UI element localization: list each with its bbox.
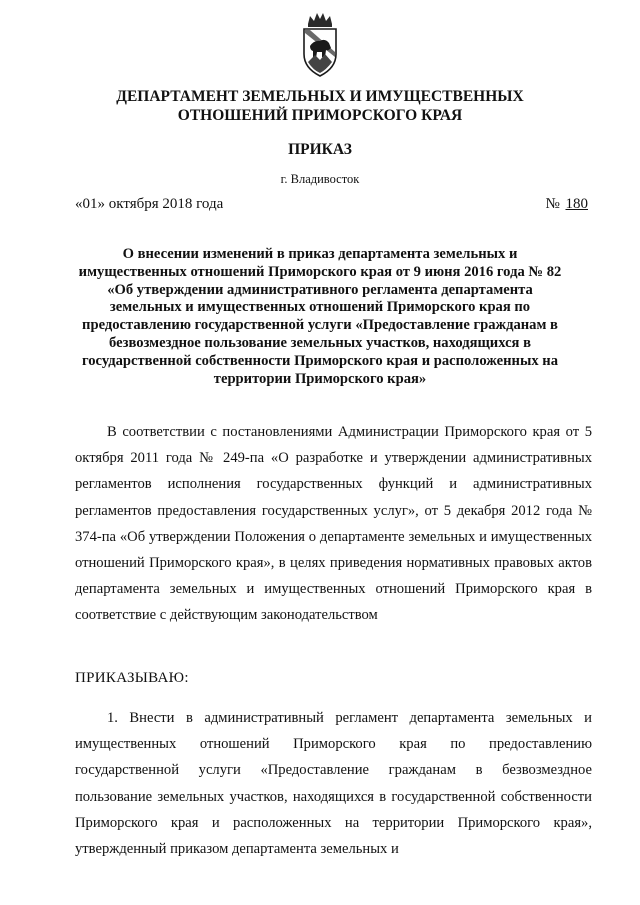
preamble-paragraph: В соответствии с постановлениями Администрации Приморского края от 5 октября 2011 года № 249-па «О разработке и утверждении административных регламентов исполнения государственных функций и административных регламентов предоставления государственных услуг», от 5 декабря 2012 года № 374-па «Об утверждении Положения о департаменте земельных и имущественных отношений Приморского края», в целях приведения нормативных правовых актов департамента земельных и имущественных отношений Приморского края в соответствие с действующим законодательством (75, 424, 592, 624)
coat-of-arms-icon (298, 10, 342, 80)
order-number-value: 180 (565, 196, 588, 212)
order-subject: О внесении изменений в приказ департамента земельных и имущественных отношений Приморского края от 9 июня 2016 года № 82 «Об утверждении административного регламента департамента земельных и имущественных отношений Приморского края по предоставлению государственной услуги «Предоставление гражданам в безвозмездное пользование земельных участков, находящихся в государственной собственности Приморского края и расположенных на территории Приморского края» (78, 246, 562, 387)
order-word: ПРИКАЗЫВАЮ: (75, 670, 189, 686)
order-date: «01» октября 2018 года (75, 196, 224, 212)
document-type: ПРИКАЗ (288, 141, 352, 158)
order-item-1: 1. Внести в административный регламент департамента земельных и имущественных отношений Приморского края по предоставлению государственной услуги «Предоставление гражданам в безвозмездное пользование земельных участков, находящихся в государственной собственности Приморского края и расположенных на территории Приморского края», утвержденный приказом департамента земельных и (75, 710, 592, 858)
department-name: ДЕПАРТАМЕНТ ЗЕМЕЛЬНЫХ И ИМУЩЕСТВЕННЫХ ОТНОШЕНИЙ ПРИМОРСКОГО КРАЯ (116, 88, 524, 124)
order-number-prefix: № (545, 196, 560, 212)
order-number (545, 195, 590, 214)
city: г. Владивосток (280, 172, 360, 186)
